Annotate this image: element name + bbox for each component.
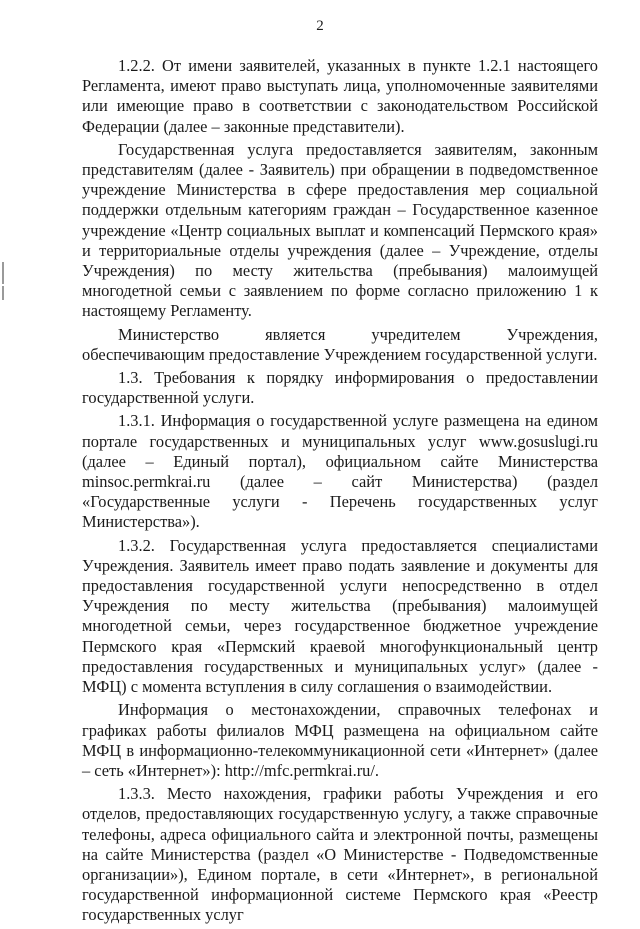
paragraph-1-3: 1.3. Требования к порядку информирования о предоставлении государственной услуги. [82,368,598,408]
paragraph-ministry-founder: Министерство является учредителем Учреждения, обеспечивающим предоставление Учреждением государственной услуги. [82,324,598,364]
paragraph-state-service: Государственная услуга предоставляется заявителям, законным представителям (далее - Заявитель) при обращении в подведомственное учреждение Министерства в сфере предоставления мер социальной поддержки отдельным категориям граждан – Государственное казенное учреждение «Центр социальных выплат и компенсаций Пермского края» и территориальные отделы учреждения (далее – Учреждение, отделы Учреждения) по месту жительства (пребывания) малоимущей многодетной семьи с заявлением по форме согласно приложению 1 к настоящему Регламенту. [82,139,598,321]
document-text [82,56,598,929]
page-number: 2 [316,18,324,34]
paragraph-1-3-2: 1.3.2. Государственная услуга предоставляется специалистами Учреждения. Заявитель имеет право подать заявление и документы для предоставления государственной услуги непосредственно в отдел Учреждения по месту жительства (пребывания) малоимущей многодетной семьи, через государственное бюджетное учреждение Пермского края «Пермский краевой многофункциональный центр предоставления государственных и муниципальных услуг» (далее - МФЦ) с момента вступления в силу соглашения о взаимодействии. [82,535,598,697]
scan-edge-mark [2,286,4,300]
scan-edge-mark [2,262,4,284]
paragraph-mfc-info: Информация о местонахождении, справочных телефонах и графиках работы филиалов МФЦ размещена на официальном сайте МФЦ в информационно-телекоммуникационной сети «Интернет» (далее – сеть «Интернет»): http://mfc.permkrai.ru/. [82,700,598,780]
paragraph-1-3-3: 1.3.3. Место нахождения, графики работы Учреждения и его отделов, предоставляющих государственную услугу, а также справочные телефоны, адреса официального сайта и электронной почты, размещены на сайте Министерства (раздел «О Министерстве - Подведомственные организации»), Едином портале, в сети «Интернет», в региональной государственной информационной системе Пермского края «Реестр государственных услуг [82,784,598,925]
paragraph-1-2-2: 1.2.2. От имени заявителей, указанных в пункте 1.2.1 настоящего Регламента, имеют право выступать лица, уполномоченные заявителями или имеющие право в соответствии с законодательством Российской Федерации (далее – законные представители). [82,56,598,136]
paragraph-1-3-1: 1.3.1. Информация о государственной услуге размещена на едином портале государственных и муниципальных услуг www.gosuslugi.ru (далее – Единый портал), официальном сайте Министерства minsoc.permkrai.ru (далее – сайт Министерства) (раздел «Государственные услуги - Перечень государственных услуг Министерства»). [82,411,598,532]
